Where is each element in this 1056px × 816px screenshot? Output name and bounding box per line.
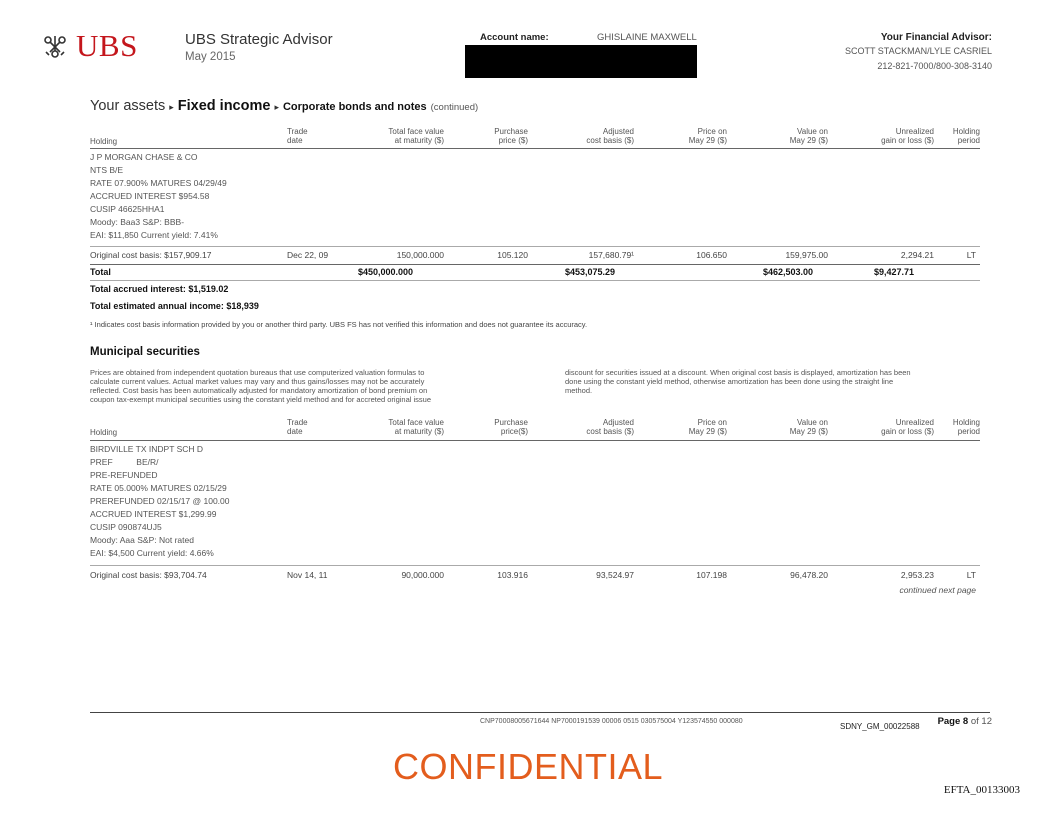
breadcrumb-arrow-icon: ▸	[274, 102, 279, 112]
cost-basis-footnote: ¹ Indicates cost basis information provided by you or another third party. UBS FS has not verified this information and does not guarantee its accuracy.	[90, 320, 588, 329]
original-cost-basis: Original cost basis: $157,909.17	[90, 250, 212, 260]
desc-line: RATE 05.000% MATURES 02/15/29	[90, 483, 227, 493]
trade-date-value: Nov 14, 11	[287, 570, 328, 580]
total-annual-income: Total estimated annual income: $18,939	[90, 301, 259, 311]
row-rule	[90, 246, 980, 247]
total-accrued-interest: Total accrued interest: $1,519.02	[90, 284, 229, 294]
advisor-names: SCOTT STACKMAN/LYLE CASRIEL	[844, 46, 992, 56]
original-cost-basis: Original cost basis: $93,704.74	[90, 570, 207, 580]
desc-line: CUSIP 46625HHA1	[90, 204, 165, 214]
col-adjusted-cost: Adjusted cost basis ($)	[586, 127, 634, 145]
holding-period: LT	[966, 570, 976, 580]
account-label: Account name:	[480, 32, 549, 43]
unrealized-gain: 2,953.23	[900, 570, 934, 580]
desc-line: PREF BE/R/	[90, 457, 159, 467]
continued-label: (continued)	[430, 102, 479, 113]
total-face-value: $450,000.000	[358, 267, 414, 277]
col-holding-period: Holding period	[952, 127, 980, 145]
advisor-phone: 212-821-7000/800-308-3140	[877, 61, 992, 71]
header-rule	[90, 148, 980, 149]
adjusted-cost: 93,524.97	[596, 570, 634, 580]
unrealized-gain: 2,294.21	[900, 250, 934, 260]
desc-line: PREREFUNDED 02/15/17 @ 100.00	[90, 496, 230, 506]
total-unrealized: $9,427.71	[874, 267, 915, 277]
breadcrumb-fixed-income: Fixed income	[177, 98, 271, 114]
col-purchase-price: Purchase price($)	[494, 418, 528, 436]
face-value: 90,000.000	[401, 570, 444, 580]
statement-date: May 2015	[185, 51, 236, 63]
total-rule	[90, 264, 980, 265]
confidential-stamp: CONFIDENTIAL	[392, 746, 664, 787]
efta-number: EFTA_00133003	[943, 784, 1020, 796]
col-unrealized: Unrealized gain or loss ($)	[881, 418, 934, 436]
col-unrealized: Unrealized gain or loss ($)	[881, 127, 934, 145]
municipal-paragraph-left: Prices are obtained from independent quotation bureaus that use computerized valuation formulas to calculate current values. Actual market values may vary and thus gains/losses may not be accurately reflected. Cost basis has been automatically adjusted for mandatory amortization of bond premium on coupon tax-exempt municipal securities using the constant yield method and for accreted original issue	[90, 368, 432, 404]
col-holding: Holding	[90, 428, 118, 437]
desc-line: NTS B/E	[90, 165, 124, 175]
desc-line: ACCRUED INTEREST $1,299.99	[90, 509, 217, 519]
col-trade-date: Trade date	[287, 127, 308, 145]
statement-code: CNP70008005671644 NP7000191539 00006 0515 030575004 Y123574550 000080	[480, 718, 743, 725]
face-value: 150,000.000	[396, 250, 444, 260]
redaction-block	[465, 45, 697, 78]
col-trade-date: Trade date	[287, 418, 308, 436]
account-name: GHISLAINE MAXWELL	[597, 32, 697, 43]
desc-line: EAI: $11,850 Current yield: 7.41%	[90, 230, 218, 240]
desc-line: Moody: Baa3 S&P: BBB-	[90, 217, 185, 227]
ubs-keys-logo-icon	[40, 32, 70, 62]
col-adjusted-cost: Adjusted cost basis ($)	[586, 418, 634, 436]
price-on: 106.650	[696, 250, 727, 260]
desc-line: J P MORGAN CHASE & CO	[90, 152, 198, 162]
trade-date-value: Dec 22, 09	[287, 250, 329, 260]
header-rule	[90, 440, 980, 441]
price-on: 107.198	[696, 570, 727, 580]
municipal-description	[90, 443, 340, 560]
municipal-title: Municipal securities	[90, 346, 200, 358]
bates-number: SDNY_GM_00022588	[840, 722, 920, 731]
product-name: UBS Strategic Advisor	[185, 31, 333, 48]
desc-line: EAI: $4,500 Current yield: 4.66%	[90, 548, 214, 558]
breadcrumb-arrow-icon: ▸	[169, 102, 174, 112]
value-on: 159,975.00	[785, 250, 828, 260]
desc-line: CUSIP 090874UJ5	[90, 522, 162, 532]
footer-rule	[90, 712, 990, 713]
page-number: Page 8 of 12	[937, 716, 992, 727]
col-holding-period: Holding period	[952, 418, 980, 436]
desc-line: ACCRUED INTEREST $954.58	[90, 191, 210, 201]
holding-period: LT	[966, 250, 976, 260]
col-value-on: Value on May 29 ($)	[789, 127, 828, 145]
row-rule	[90, 565, 980, 566]
continued-next-page: continued next page	[899, 585, 976, 595]
purchase-price: 103.916	[497, 570, 528, 580]
section-breadcrumb	[90, 98, 478, 114]
col-holding: Holding	[90, 137, 118, 146]
desc-line: PRE-REFUNDED	[90, 470, 158, 480]
adjusted-cost: 157,680.79¹	[588, 250, 634, 260]
purchase-price: 105.120	[497, 250, 528, 260]
desc-line: RATE 07.900% MATURES 04/29/49	[90, 178, 227, 188]
col-face-value: Total face value at maturity ($)	[388, 418, 444, 436]
total-label: Total	[90, 267, 111, 277]
col-price-on: Price on May 29 ($)	[688, 418, 727, 436]
total-value-on: $462,503.00	[763, 267, 814, 277]
ubs-logo-text: UBS	[76, 28, 138, 63]
desc-line: Moody: Aaa S&P: Not rated	[90, 535, 194, 545]
breadcrumb-your-assets: Your assets	[90, 98, 166, 114]
corporate-description	[90, 151, 340, 242]
breadcrumb-corporate-bonds: Corporate bonds and notes	[282, 101, 427, 113]
advisor-label: Your Financial Advisor:	[880, 32, 992, 43]
total-bottom-rule	[90, 280, 980, 281]
col-purchase-price: Purchase price ($)	[494, 127, 528, 145]
col-value-on: Value on May 29 ($)	[789, 418, 828, 436]
total-adjusted-cost: $453,075.29	[565, 267, 616, 277]
col-price-on: Price on May 29 ($)	[688, 127, 727, 145]
value-on: 96,478.20	[790, 570, 828, 580]
col-face-value: Total face value at maturity ($)	[388, 127, 444, 145]
desc-line: BIRDVILLE TX INDPT SCH D	[90, 444, 204, 454]
municipal-paragraph-right: discount for securities issued at a discount. When original cost basis is displayed, amortization has been done using the constant yield method, otherwise amortization has been done using the straight line method.	[565, 368, 911, 395]
